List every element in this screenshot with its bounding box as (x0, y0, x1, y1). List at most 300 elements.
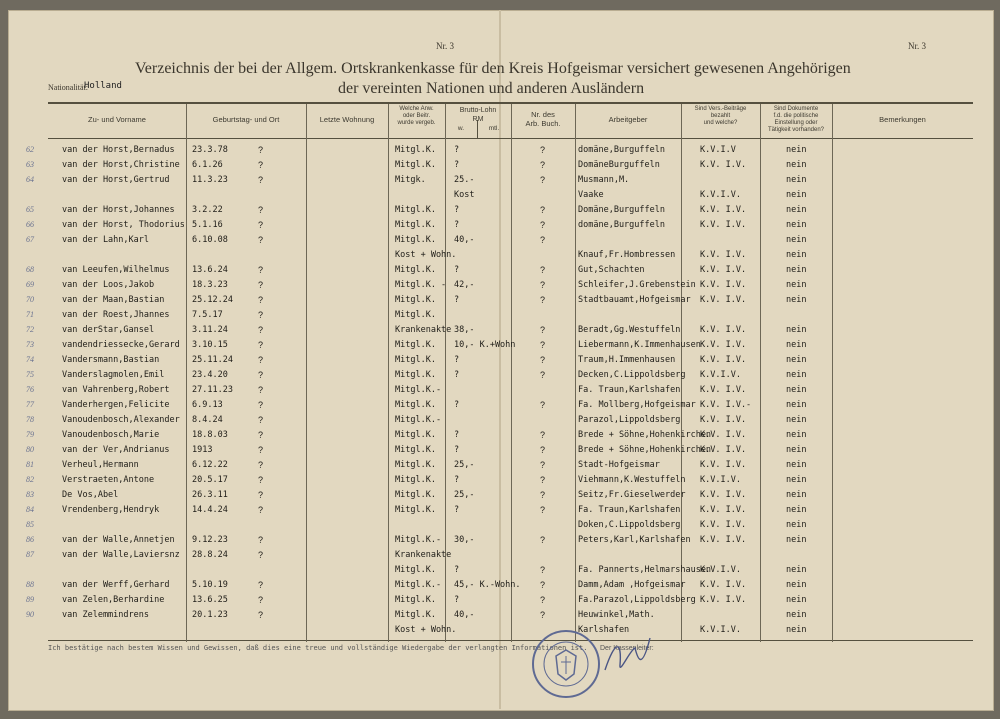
cell-book: ? (540, 355, 546, 365)
cell-wage: ? (454, 445, 460, 455)
row-index-number: 79 (26, 430, 34, 439)
cell-employer: Parazol,Lippoldsberg (578, 415, 681, 425)
cell-employer: Fa. Traun,Karlshafen (578, 385, 681, 395)
cell-doc: nein (786, 280, 807, 290)
cell-book: ? (540, 205, 546, 215)
row-index-number: 78 (26, 415, 34, 424)
cell-wage: ? (454, 430, 460, 440)
cell-doc: nein (786, 235, 807, 245)
cell-contrib: K.V. I.V. (700, 580, 747, 590)
cell-birth: 27.11.23 (192, 385, 233, 395)
row-index-number: 83 (26, 490, 34, 499)
cell-ins: Mitgl.K. (395, 430, 436, 440)
cell-name: vandendriessecke,Gerard (62, 340, 180, 350)
cell-birth: 6.10.08 (192, 235, 228, 245)
cell-ins: Mitgl.K. (395, 400, 436, 410)
row-index-number: 75 (26, 370, 34, 379)
cell-employer: Musmann,M. (578, 175, 630, 185)
cell-birth: 6.1.26 (192, 160, 223, 170)
cell-doc: nein (786, 250, 807, 260)
cell-employer: Schleifer,J.Grebenstein (578, 280, 696, 290)
cell-employer: Beradt,Gg.Westuffeln (578, 325, 681, 335)
cell-ins: Mitgl.K. (395, 370, 436, 380)
row-index-number: 82 (26, 475, 34, 484)
cell-birth: 8.4.24 (192, 415, 223, 425)
cell-wage: 30,- (454, 535, 475, 545)
cell-doc: nein (786, 175, 807, 185)
row-index-number: 70 (26, 295, 34, 304)
cell-birth: 11.3.23 (192, 175, 228, 185)
cell-name: De Vos,Abel (62, 490, 119, 500)
header-insurance: Welche Anw. oder Beitr. wurde vergeb. (397, 106, 436, 126)
cell-employer: Seitz,Fr.Gieselwerder (578, 490, 686, 500)
cell-wage: ? (454, 400, 460, 410)
cell-birth: 14.4.24 (192, 505, 228, 515)
cell-contrib: K.V.I.V. (700, 475, 741, 485)
row-index-number: 81 (26, 460, 34, 469)
cell-wage: ? (454, 220, 460, 230)
cell-wage: ? (454, 565, 460, 575)
cell-employer: Fa. Pannerts,Helmarshausen (578, 565, 712, 575)
cell-wage: ? (454, 265, 460, 275)
cell-name: van der Horst,Gertrud (62, 175, 170, 185)
cell-name: van der Werff,Gerhard (62, 580, 170, 590)
cell-doc: nein (786, 190, 807, 200)
cell-doc: nein (786, 400, 807, 410)
cell-ins: Mitgk. (395, 175, 426, 185)
row-index-number: 88 (26, 580, 34, 589)
cell-ins: Mitgl.K. (395, 610, 436, 620)
document-subtitle: der vereinten Nationen und anderen Ausländern (338, 80, 645, 97)
cell-ins: Kost + Wohn. (395, 625, 457, 635)
cell-ins: Mitgl.K. (395, 595, 436, 605)
cell-contrib: K.V. I.V. (700, 295, 747, 305)
cell-res: ? (258, 205, 264, 215)
cell-doc: nein (786, 535, 807, 545)
cell-res: ? (258, 445, 264, 455)
cell-ins: Mitgl.K. (395, 565, 436, 575)
cell-employer: Fa. Traun,Karlshafen (578, 505, 681, 515)
cell-doc: nein (786, 145, 807, 155)
handwritten-signature (600, 630, 660, 684)
cell-ins: Mitgl.K.- (395, 415, 442, 425)
cell-book: ? (540, 220, 546, 230)
col-divider (760, 104, 761, 642)
row-index-number: 80 (26, 445, 34, 454)
page-number-left: Nr. 3 (436, 41, 454, 51)
cell-res: ? (258, 265, 264, 275)
cell-name: Vanderhergen,Felicite (62, 400, 170, 410)
col-divider (445, 104, 446, 642)
cell-res: ? (258, 400, 264, 410)
row-index-number: 63 (26, 160, 34, 169)
cell-employer: Decken,C.Lippoldsberg (578, 370, 686, 380)
cell-wage: ? (454, 295, 460, 305)
cell-book: ? (540, 340, 546, 350)
cell-birth: 23.4.20 (192, 370, 228, 380)
cell-book: ? (540, 175, 546, 185)
cell-wage: 25,- (454, 460, 475, 470)
cell-birth: 25.12.24 (192, 295, 233, 305)
cell-book: ? (540, 595, 546, 605)
cell-employer: Viehmann,K.Westuffeln (578, 475, 686, 485)
cell-birth: 25.11.24 (192, 355, 233, 365)
row-index-number: 76 (26, 385, 34, 394)
cell-employer: Stadtbauamt,Hofgeismar (578, 295, 691, 305)
cell-employer: Heuwinkel,Math. (578, 610, 655, 620)
cell-wage: 25,- (454, 490, 475, 500)
nationality-label: Nationalität: (48, 83, 88, 92)
official-stamp (530, 628, 602, 700)
cell-wage: ? (454, 205, 460, 215)
cell-contrib: K.V.I.V (700, 145, 736, 155)
cell-contrib: K.V. I.V. (700, 460, 747, 470)
cell-book: ? (540, 370, 546, 380)
cell-doc: nein (786, 340, 807, 350)
cell-book: ? (540, 445, 546, 455)
cell-ins: Mitgl.K. (395, 490, 436, 500)
cell-res: ? (258, 385, 264, 395)
page-number-right: Nr. 3 (908, 41, 926, 51)
signature-label: Der Kassenleiter: (600, 645, 654, 652)
cell-ins: Mitgl.K. (395, 265, 436, 275)
cell-doc: nein (786, 460, 807, 470)
cell-res: ? (258, 475, 264, 485)
cell-employer: Traum,H.Immenhausen (578, 355, 676, 365)
cell-ins: Mitgl.K. (395, 295, 436, 305)
header-contributions: Sind Vers.-Beiträge bezahlt und welche? (694, 106, 747, 126)
cell-doc: nein (786, 385, 807, 395)
cell-contrib: K.V. I.V. (700, 445, 747, 455)
document-title: Verzeichnis der bei der Allgem. Ortskrankenkasse für den Kreis Hofgeismar versichert gewesenen Angehörigen (135, 60, 851, 77)
cell-ins: Mitgl.K. (395, 310, 436, 320)
certification-text: Ich bestätige nach bestem Wissen und Gewissen, daß dies eine treue und vollständige Wiedergabe der verlangten Informationen ist. (48, 644, 588, 652)
row-index-number: 66 (26, 220, 34, 229)
cell-ins: Mitgl.K. (395, 505, 436, 515)
cell-contrib: K.V. I.V. (700, 355, 747, 365)
cell-ins: Mitgl.K. (395, 475, 436, 485)
cell-name: van der Walle,Laviersnz (62, 550, 180, 560)
cell-birth: 18.3.23 (192, 280, 228, 290)
cell-doc: nein (786, 415, 807, 425)
cell-doc: nein (786, 520, 807, 530)
col-divider (388, 104, 389, 642)
header-employer: Arbeitgeber (608, 115, 648, 124)
cell-name: Verstraeten,Antone (62, 475, 155, 485)
cell-ins: Mitgl.K. (395, 220, 436, 230)
cell-name: Vandersmann,Bastian (62, 355, 160, 365)
cell-birth: 6.12.22 (192, 460, 228, 470)
cell-contrib: K.V. I.V. (700, 250, 747, 260)
cell-book: ? (540, 535, 546, 545)
cell-employer: Fa.Parazol,Lippoldsberg (578, 595, 696, 605)
cell-contrib: K.V.I.V. (700, 370, 741, 380)
cell-res: ? (258, 160, 264, 170)
header-work-book: Nr. des Arb. Buch. (525, 110, 561, 128)
header-last-residence: Letzte Wohnung (319, 115, 375, 124)
nationality-value: Holland (84, 81, 122, 91)
cell-book: ? (540, 505, 546, 515)
cell-employer: Fa. Mollberg,Hofgeismar (578, 400, 696, 410)
cell-birth: 13.6.25 (192, 595, 228, 605)
cell-doc: nein (786, 160, 807, 170)
cell-employer: Gut,Schachten (578, 265, 645, 275)
col-divider (511, 104, 512, 642)
row-index-number: 65 (26, 205, 34, 214)
cell-contrib: K.V. I.V. (700, 160, 747, 170)
header-wage-weekly: w. (457, 125, 465, 132)
cell-book: ? (540, 295, 546, 305)
cell-birth: 9.12.23 (192, 535, 228, 545)
cell-employer: Domäne,Burguffeln (578, 205, 665, 215)
cell-doc: nein (786, 325, 807, 335)
cell-name: Vanoudenbosch,Alexander (62, 415, 180, 425)
cell-contrib: K.V. I.V. (700, 490, 747, 500)
cell-contrib: K.V. I.V. (700, 280, 747, 290)
cell-ins: Mitgl.K. (395, 205, 436, 215)
cell-wage: ? (454, 145, 460, 155)
row-index-number: 85 (26, 520, 34, 529)
cell-wage: Kost (454, 190, 475, 200)
cell-res: ? (258, 595, 264, 605)
cell-employer: Doken,C.Lippoldsberg (578, 520, 681, 530)
cell-ins: Mitgl.K.- (395, 580, 442, 590)
row-index-number: 71 (26, 310, 34, 319)
cell-doc: nein (786, 505, 807, 515)
cell-book: ? (540, 460, 546, 470)
cell-wage: ? (454, 355, 460, 365)
cell-ins: Mitgl.K. (395, 445, 436, 455)
cell-contrib: K.V. I.V. (700, 340, 747, 350)
cell-res: ? (258, 280, 264, 290)
cell-birth: 3.2.22 (192, 205, 223, 215)
cell-ins: Kost + Wohn. (395, 250, 457, 260)
cell-book: ? (540, 565, 546, 575)
cell-doc: nein (786, 475, 807, 485)
cell-name: van Vahrenberg,Robert (62, 385, 170, 395)
cell-contrib: K.V. I.V. (700, 220, 747, 230)
cell-wage: ? (454, 595, 460, 605)
cell-book: ? (540, 160, 546, 170)
row-index-number: 90 (26, 610, 34, 619)
cell-doc: nein (786, 625, 807, 635)
cell-res: ? (258, 145, 264, 155)
cell-doc: nein (786, 370, 807, 380)
cell-doc: nein (786, 205, 807, 215)
row-index-number: 84 (26, 505, 34, 514)
cell-name: Vanderslagmolen,Emil (62, 370, 165, 380)
cell-employer: Knauf,Fr.Hombressen (578, 250, 676, 260)
cell-res: ? (258, 550, 264, 560)
cell-res: ? (258, 220, 264, 230)
cell-wage: 25.- (454, 175, 475, 185)
cell-doc: nein (786, 490, 807, 500)
cell-res: ? (258, 415, 264, 425)
cell-book: ? (540, 430, 546, 440)
cell-birth: 1913 (192, 445, 213, 455)
cell-employer: domäne,Burguffeln (578, 145, 665, 155)
cell-book: ? (540, 610, 546, 620)
cell-res: ? (258, 175, 264, 185)
cell-wage: 10,- K.+Wohn (454, 340, 516, 350)
row-index-number: 89 (26, 595, 34, 604)
cell-birth: 20.1.23 (192, 610, 228, 620)
cell-res: ? (258, 460, 264, 470)
cell-doc: nein (786, 295, 807, 305)
cell-birth: 28.8.24 (192, 550, 228, 560)
row-index-number: 69 (26, 280, 34, 289)
cell-name: van der Horst,Johannes (62, 205, 175, 215)
cell-ins: Mitgl.K. (395, 145, 436, 155)
row-index-number: 77 (26, 400, 34, 409)
cell-book: ? (540, 265, 546, 275)
cell-doc: nein (786, 220, 807, 230)
cell-wage: 40,- (454, 235, 475, 245)
row-index-number: 87 (26, 550, 34, 559)
cell-ins: Mitgl.K.- (395, 385, 442, 395)
cell-contrib: K.V. I.V. (700, 385, 747, 395)
row-index-number: 74 (26, 355, 34, 364)
header-birth: Geburtstag- und Ort (212, 115, 280, 124)
cell-ins: Krankenakte (395, 550, 452, 560)
cell-contrib: K.V. I.V. (700, 415, 747, 425)
cell-name: van der Lahn,Karl (62, 235, 149, 245)
cell-res: ? (258, 490, 264, 500)
cell-contrib: K.V.I.V. (700, 565, 741, 575)
cell-book: ? (540, 475, 546, 485)
cell-res: ? (258, 355, 264, 365)
cell-name: van der Horst, Thodorius (62, 220, 185, 230)
cell-book: ? (540, 580, 546, 590)
cell-birth: 26.3.11 (192, 490, 228, 500)
cell-name: van der Walle,Annetjen (62, 535, 175, 545)
cell-res: ? (258, 295, 264, 305)
cell-name: van der Loos,Jakob (62, 280, 155, 290)
cell-res: ? (258, 505, 264, 515)
cell-birth: 5.10.19 (192, 580, 228, 590)
cell-name: van der Horst,Christine (62, 160, 180, 170)
cell-res: ? (258, 370, 264, 380)
cell-ins: Mitgl.K. (395, 355, 436, 365)
cell-doc: nein (786, 265, 807, 275)
cell-ins: Mitgl.K. (395, 460, 436, 470)
cell-book: ? (540, 280, 546, 290)
cell-doc: nein (786, 355, 807, 365)
cell-ins: Mitgl.K. (395, 340, 436, 350)
cell-birth: 7.5.17 (192, 310, 223, 320)
cell-contrib: K.V. I.V. (700, 265, 747, 275)
cell-birth: 5.1.16 (192, 220, 223, 230)
cell-wage: 40,- (454, 610, 475, 620)
cell-book: ? (540, 400, 546, 410)
cell-employer: Karlshafen (578, 625, 630, 635)
cell-name: van derStar,Gansel (62, 325, 155, 335)
cell-birth: 6.9.13 (192, 400, 223, 410)
cell-employer: Vaake (578, 190, 604, 200)
cell-wage: ? (454, 160, 460, 170)
cell-birth: 13.6.24 (192, 265, 228, 275)
cell-wage: 45,- K.-Wohn. (454, 580, 521, 590)
cell-employer: Damm,Adam ,Hofgeismar (578, 580, 686, 590)
cell-doc: nein (786, 565, 807, 575)
cell-birth: 23.3.78 (192, 145, 228, 155)
cell-employer: Liebermann,K.Immenhausen (578, 340, 701, 350)
cell-wage: 42,- (454, 280, 475, 290)
cell-contrib: K.V. I.V. (700, 205, 747, 215)
col-divider (186, 104, 187, 642)
cell-contrib: K.V. I.V. (700, 505, 747, 515)
cell-contrib: K.V. I.V. (700, 430, 747, 440)
cell-birth: 20.5.17 (192, 475, 228, 485)
cell-doc: nein (786, 430, 807, 440)
cell-doc: nein (786, 610, 807, 620)
cell-name: van der Ver,Andrianus (62, 445, 170, 455)
cell-ins: Krankenakte (395, 325, 452, 335)
cell-name: Vanoudenbosch,Marie (62, 430, 160, 440)
cell-wage: 38,- (454, 325, 475, 335)
cell-res: ? (258, 340, 264, 350)
cell-name: Verheul,Hermann (62, 460, 139, 470)
cell-name: van der Horst,Bernadus (62, 145, 175, 155)
cell-birth: 3.10.15 (192, 340, 228, 350)
cell-contrib: K.V. I.V. (700, 535, 747, 545)
row-index-number: 86 (26, 535, 34, 544)
cell-doc: nein (786, 580, 807, 590)
header-documents: Sind Dokumente f.d. die politische Einstellung oder Tätigkeit vorhanden? (767, 106, 825, 133)
row-index-number: 72 (26, 325, 34, 334)
cell-name: van der Maan,Bastian (62, 295, 165, 305)
cell-book: ? (540, 490, 546, 500)
cell-res: ? (258, 310, 264, 320)
row-index-number: 73 (26, 340, 34, 349)
cell-birth: 18.8.03 (192, 430, 228, 440)
cell-name: van Zelemmindrens (62, 610, 149, 620)
cell-employer: Stadt-Hofgeismar (578, 460, 660, 470)
cell-contrib: K.V. I.V. (700, 325, 747, 335)
cell-employer: domäne,Burguffeln (578, 220, 665, 230)
col-divider (306, 104, 307, 642)
header-name: Zu- und Vorname (88, 115, 146, 124)
cell-doc: nein (786, 445, 807, 455)
cell-ins: Mitgl.K. (395, 160, 436, 170)
cell-res: ? (258, 430, 264, 440)
cell-wage: ? (454, 475, 460, 485)
row-index-number: 64 (26, 175, 34, 184)
cell-contrib: K.V.I.V. (700, 190, 741, 200)
cell-wage: ? (454, 370, 460, 380)
cell-contrib: K.V. I.V. (700, 595, 747, 605)
cell-name: Vrendenberg,Hendryk (62, 505, 160, 515)
col-divider (832, 104, 833, 642)
cell-ins: Mitgl.K. - (395, 280, 447, 290)
cell-res: ? (258, 610, 264, 620)
cell-ins: Mitgl.K. (395, 235, 436, 245)
cell-contrib: K.V. I.V. (700, 520, 747, 530)
cell-doc: nein (786, 595, 807, 605)
row-index-number: 62 (26, 145, 34, 154)
cell-employer: Brede + Söhne,Hohenkirchen (578, 445, 712, 455)
cell-wage: ? (454, 505, 460, 515)
cell-name: van Zelen,Berhardine (62, 595, 165, 605)
cell-employer: Brede + Söhne,Hohenkirchen (578, 430, 712, 440)
cell-contrib: K.V.I.V. (700, 625, 741, 635)
header-remarks: Bemerkungen (879, 115, 926, 124)
row-index-number: 67 (26, 235, 34, 244)
cell-book: ? (540, 325, 546, 335)
cell-book: ? (540, 145, 546, 155)
col-divider (575, 104, 576, 642)
cell-res: ? (258, 235, 264, 245)
